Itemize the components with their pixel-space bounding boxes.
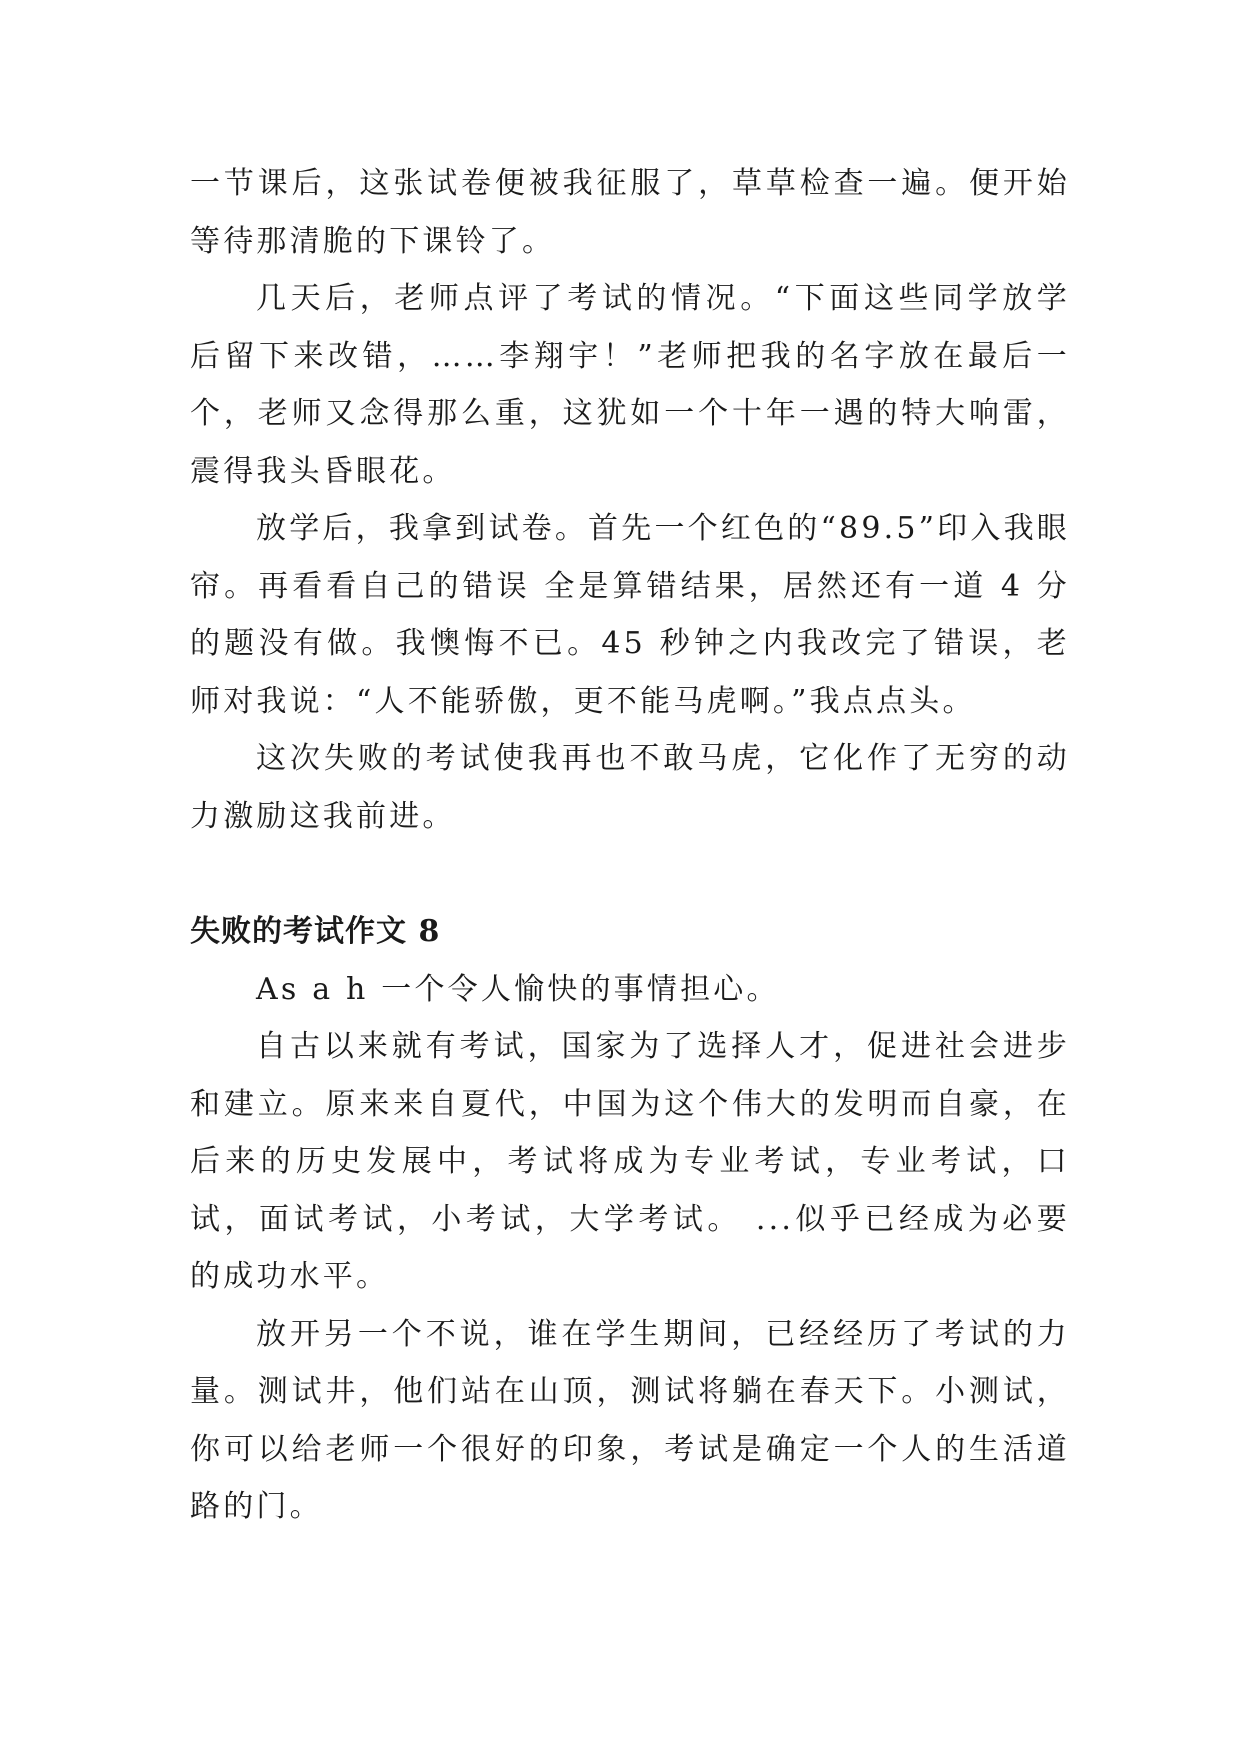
paragraph: 这次失败的考试使我再也不敢马虎，它化作了无穷的动力激励这我前进。 bbox=[190, 741, 1070, 834]
paragraph: 放开另一个不说，谁在学生期间，已经经历了考试的力量。测试井，他们站在山顶，测试将躺在春天下。小测试，你可以给老师一个很好的印象，考试是确定一个人的生活道路的门。 bbox=[190, 1316, 1070, 1524]
paragraph: As a h 一个令人愉快的事情担心。 bbox=[256, 971, 780, 1007]
paragraph: 几天后，老师点评了考试的情况。“下面这些同学放学后留下来改错，……李翔宇！”老师把我的名字放在最后一个，老师又念得那么重，这犹如一个十年一遇的特大响雷，震得我头昏眼花。 bbox=[190, 281, 1070, 489]
section-title: 失败的考试作文 8 bbox=[190, 914, 441, 949]
paragraph: 一节课后，这张试卷便被我征服了，草草检查一遍。便开始等待那清脆的下课铃了。 bbox=[190, 166, 1070, 259]
paragraph: 放学后，我拿到试卷。首先一个红色的“89.5”印入我眼帘。再看看自己的错误 全是算错结果，居然还有一道 4 分的题没有做。我懊悔不已。45 秒钟之内我改完了错误，老师对我说：“人不能骄傲，更不能马虎啊。”我点点头。 bbox=[190, 511, 1070, 719]
section-spacer bbox=[190, 845, 1070, 903]
paragraph: 自古以来就有考试，国家为了选择人才，促进社会进步和建立。原来来自夏代，中国为这个伟大的发明而自豪，在后来的历史发展中，考试将成为专业考试，专业考试，口试，面试考试，小考试，大学考试。 ...似乎已经成为必要的成功水平。 bbox=[190, 1029, 1070, 1294]
document-page bbox=[190, 155, 1070, 1536]
